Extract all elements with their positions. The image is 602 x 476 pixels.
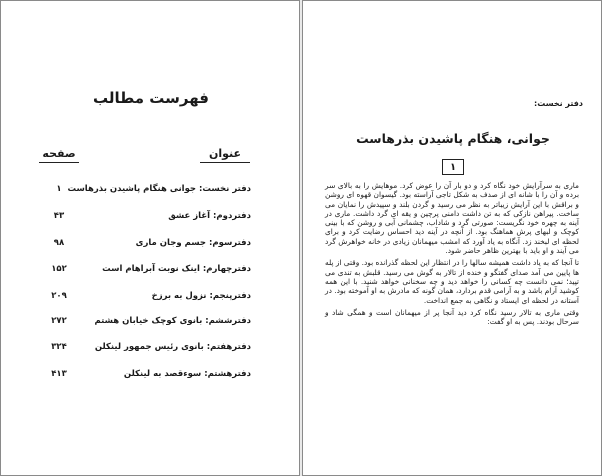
paragraph: ماری به سرآرایش خود نگاه کرد و دو بار آن را عوض کرد. موهایش را به بالای سر برده و آن را با شانه ای از صدف به شکل تاجی آراسته بود. گیسوان قهوه ای روشن و براقش با این آرایش زیباتر به نظر می رسید و گردن بلند و سپیدش را نمایان می ساخت. پیراهن نازکی که به تن داشت دامنی پرچین و یقه ای گرد داشت. ماری در آینه به چهره خود نگریست: صورتی گرد و شاداب، چشمانی آبی و روشن که با بینی کوچک و لبهای پرش هماهنگ بود. از آنچه در آینه دید احساس رضایت کرد و برای لحظه ای لبخند زد. آنگاه به یاد آورد که امشب میهمانان زیادی در خانه خواهرش گرد می آیند و او باید با بهترین ظاهر حاضر شود. bbox=[325, 181, 579, 256]
section-number: ۱ bbox=[449, 162, 457, 173]
toc-page bbox=[0, 0, 300, 476]
toc-column-page-header: صفحه bbox=[39, 147, 79, 163]
toc-entry-title: دفترهشتم: سوءقصد به لینکلن bbox=[123, 369, 251, 379]
chapter-body bbox=[325, 181, 579, 326]
toc-entry-title: دفترششم: بانوی کوچک خیابان هشتم bbox=[94, 316, 251, 326]
toc-entry-page: ۱۵۲ bbox=[51, 264, 67, 274]
toc-title: فهرست مطالب bbox=[93, 89, 209, 107]
toc-row bbox=[1, 369, 300, 383]
toc-row bbox=[1, 264, 300, 278]
toc-row bbox=[1, 291, 300, 305]
toc-entry-title: دفترچهارم: اینک نوبت آبراهام است bbox=[102, 264, 251, 274]
toc-entry-title: دفتردوم: آغاز عشق bbox=[168, 211, 251, 221]
toc-row bbox=[1, 184, 300, 198]
section-number-box bbox=[442, 159, 464, 175]
toc-entry-page: ۴۱۳ bbox=[51, 369, 67, 379]
toc-row bbox=[1, 238, 300, 252]
toc-entry-title: دفتر نخست: جوانی هنگام پاشیدن بذرهاست bbox=[67, 184, 251, 194]
paragraph: تا آنجا که به یاد داشت همیشه سالها را در انتظار این لحظه گذرانده بود. وقتی از پله ها پایین می آمد صدای گفتگو و خنده از تالار به گوش می رسید. قلبش به تندی می تپید؛ نمی دانست چه کسانی را خواهد دید و چه سخنانی خواهد شنید. با این همه کوشید آرام باشد و به آرامی قدم بردارد، همان گونه که مادرش به او آموخته بود. در آستانه در لحظه ای ایستاد و نگاهی به جمع انداخت. bbox=[325, 258, 579, 305]
toc-entry-title: دفترهفتم: بانوی رئیس جمهور لینکلن bbox=[94, 342, 251, 352]
toc-entry-page: ۹۸ bbox=[53, 238, 65, 248]
toc-column-title-header: عنوان bbox=[200, 147, 250, 163]
toc-row bbox=[1, 211, 300, 225]
paragraph: وقتی ماری به تالار رسید نگاه کرد دید آنجا پر از میهمانان است و همگی شاد و سرحال بودند. پس به او گفت: bbox=[325, 307, 579, 327]
toc-row bbox=[1, 342, 300, 356]
toc-row bbox=[1, 316, 300, 330]
toc-entry-page: ۲۷۲ bbox=[51, 316, 67, 326]
toc-entry-page: ۳۲۴ bbox=[51, 342, 67, 352]
toc-entry-page: ۱ bbox=[56, 184, 62, 194]
chapter-title: جوانی، هنگام پاشیدن بذرهاست bbox=[356, 131, 550, 146]
toc-entry-title: دفترسوم: جسم وجان ماری bbox=[135, 238, 251, 248]
chapter-label: دفتر نخست: bbox=[534, 99, 583, 108]
toc-entry-title: دفترپنجم: نزول به برزخ bbox=[151, 291, 251, 301]
toc-entry-page: ۴۳ bbox=[53, 211, 65, 221]
toc-entry-page: ۲۰۹ bbox=[51, 291, 67, 301]
chapter-page bbox=[302, 0, 602, 476]
